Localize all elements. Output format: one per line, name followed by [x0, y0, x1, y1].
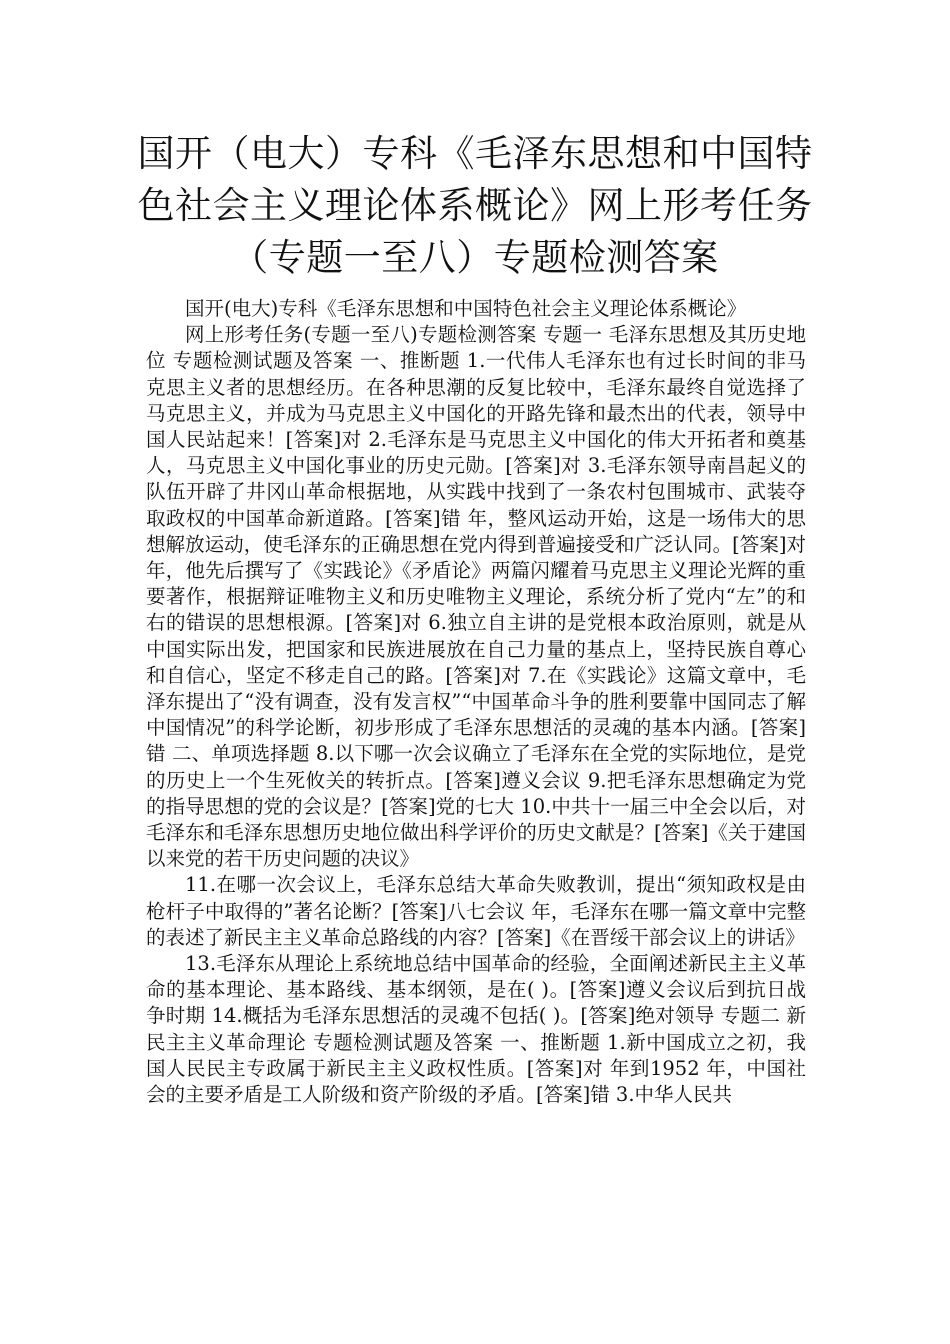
document-title: 国开（电大）专科《毛泽东思想和中国特色社会主义理论体系概论》网上形考任务（专题一至八）专题检测答案	[137, 132, 813, 279]
paragraph-question-11: 11.在哪一次会议上，毛泽东总结大革命失败教训，提出“须知政权是由枪杆子中取得的”著名论断？[答案]八七会议 年，毛泽东在哪一篇文章中完整的表述了新民主主义革命总路线的内容？[答案]《在晋绥干部会议上的讲话》	[146, 873, 806, 949]
paragraph-question-13: 13.毛泽东从理论上系统地总结中国革命的经验，全面阐述新民主主义革命的基本理论、基本路线、基本纲领，是在( )。[答案]遵义会议后到抗日战争时期 14.概括为毛泽东思想活的灵魂不包括( )。[答案]绝对领导 专题二 新民主主义革命理论 专题检测试题及答案 一、推断题 1.新中国成立之初，我国人民民主专政属于新民主主义政权性质。[答案]对 年到1952 年，中国社会的主要矛盾是工人阶级和资产阶级的矛盾。[答案]错 3.中华人民共	[146, 952, 806, 1107]
paragraph-intro: 国开(电大)专科《毛泽东思想和中国特色社会主义理论体系概论》	[185, 297, 747, 320]
document-body	[146, 296, 806, 1108]
paragraph-topic-one: 网上形考任务(专题一至八)专题检测答案 专题一 毛泽东思想及其历史地位 专题检测试题及答案 一、推断题 1.一代伟人毛泽东也有过长时间的非马克思主义者的思想经历。在各种思潮的反复比较中，毛泽东最终自觉选择了马克思主义，并成为马克思主义中国化的开路先锋和最杰出的代表，领导中国人民站起来！[答案]对 2.毛泽东是马克思主义中国化的伟大开拓者和奠基人，马克思主义中国化事业的历史元勋。[答案]对 3.毛泽东领导南昌起义的队伍开辟了井冈山革命根据地，从实践中找到了一条农村包围城市、武装夺取政权的中国革命新道路。[答案]错 年，整风运动开始，这是一场伟大的思想解放运动，使毛泽东的正确思想在党内得到普遍接受和广泛认同。[答案]对 年，他先后撰写了《实践论》《矛盾论》两篇闪耀着马克思主义理论光辉的重要著作，根据辩证唯物主义和历史唯物主义理论，系统分析了党内“左”的和右的错误的思想根源。[答案]对 6.独立自主讲的是党根本政治原则，就是从中国实际出发，把国家和民族进展放在自己力量的基点上，坚持民族自尊心和自信心，坚定不移走自己的路。[答案]对 7.在《实践论》这篇文章中，毛泽东提出了“没有调查，没有发言权”“中国革命斗争的胜利要靠中国同志了解中国情况”的科学论断，初步形成了毛泽东思想活的灵魂的基本内涵。[答案]错 二、单项选择题 8.以下哪一次会议确立了毛泽东在全党的实际地位，是党的历史上一个生死攸关的转折点。[答案]遵义会议 9.把毛泽东思想确定为党的指导思想的党的会议是？[答案]党的七大 10.中共十一届三中全会以后，对毛泽东和毛泽东思想历史地位做出科学评价的历史文献是？[答案]《关于建国以来党的若干历史问题的决议》	[146, 323, 806, 871]
